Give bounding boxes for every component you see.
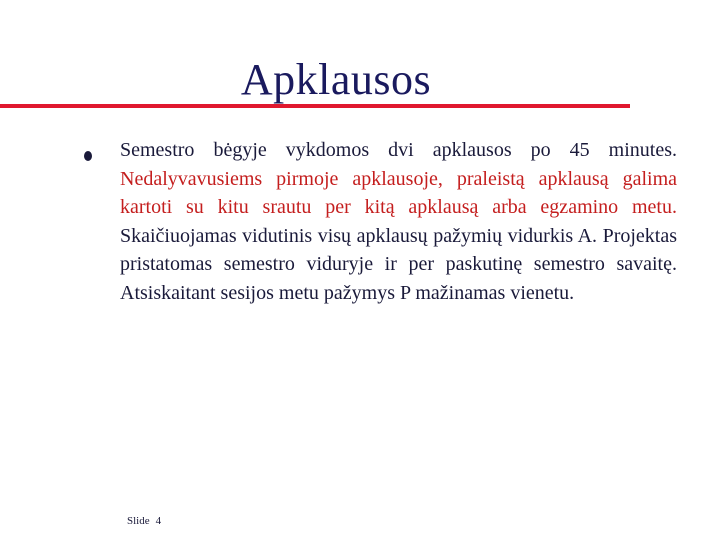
body-text-highlight: Nedalyvavusiems pirmoje apklausoje, praleistą apklausą galima kartoti su kitu srautu per kitą apklausą arba egzamino metu. xyxy=(120,167,677,218)
body-text-part-1: Semestro bėgyje vykdomos dvi apklausos po 45 minutes. xyxy=(120,139,677,161)
slide-footer xyxy=(127,515,161,527)
bullet-icon xyxy=(84,151,92,161)
slide-body-text xyxy=(120,136,677,307)
slide-label: Slide xyxy=(127,515,150,527)
body-text-part-3: Skaičiuojamas vidutinis visų apklausų pažymių vidurkis A. Projektas pristatomas semestro viduryje ir per paskutinę semestro savaitę. Atsiskaitant sesijos metu pažymys P mažinamas vienetu. xyxy=(120,224,677,304)
title-underline xyxy=(0,104,630,108)
slide-title: Apklausos xyxy=(240,55,432,104)
slide-number: 4 xyxy=(155,515,162,527)
